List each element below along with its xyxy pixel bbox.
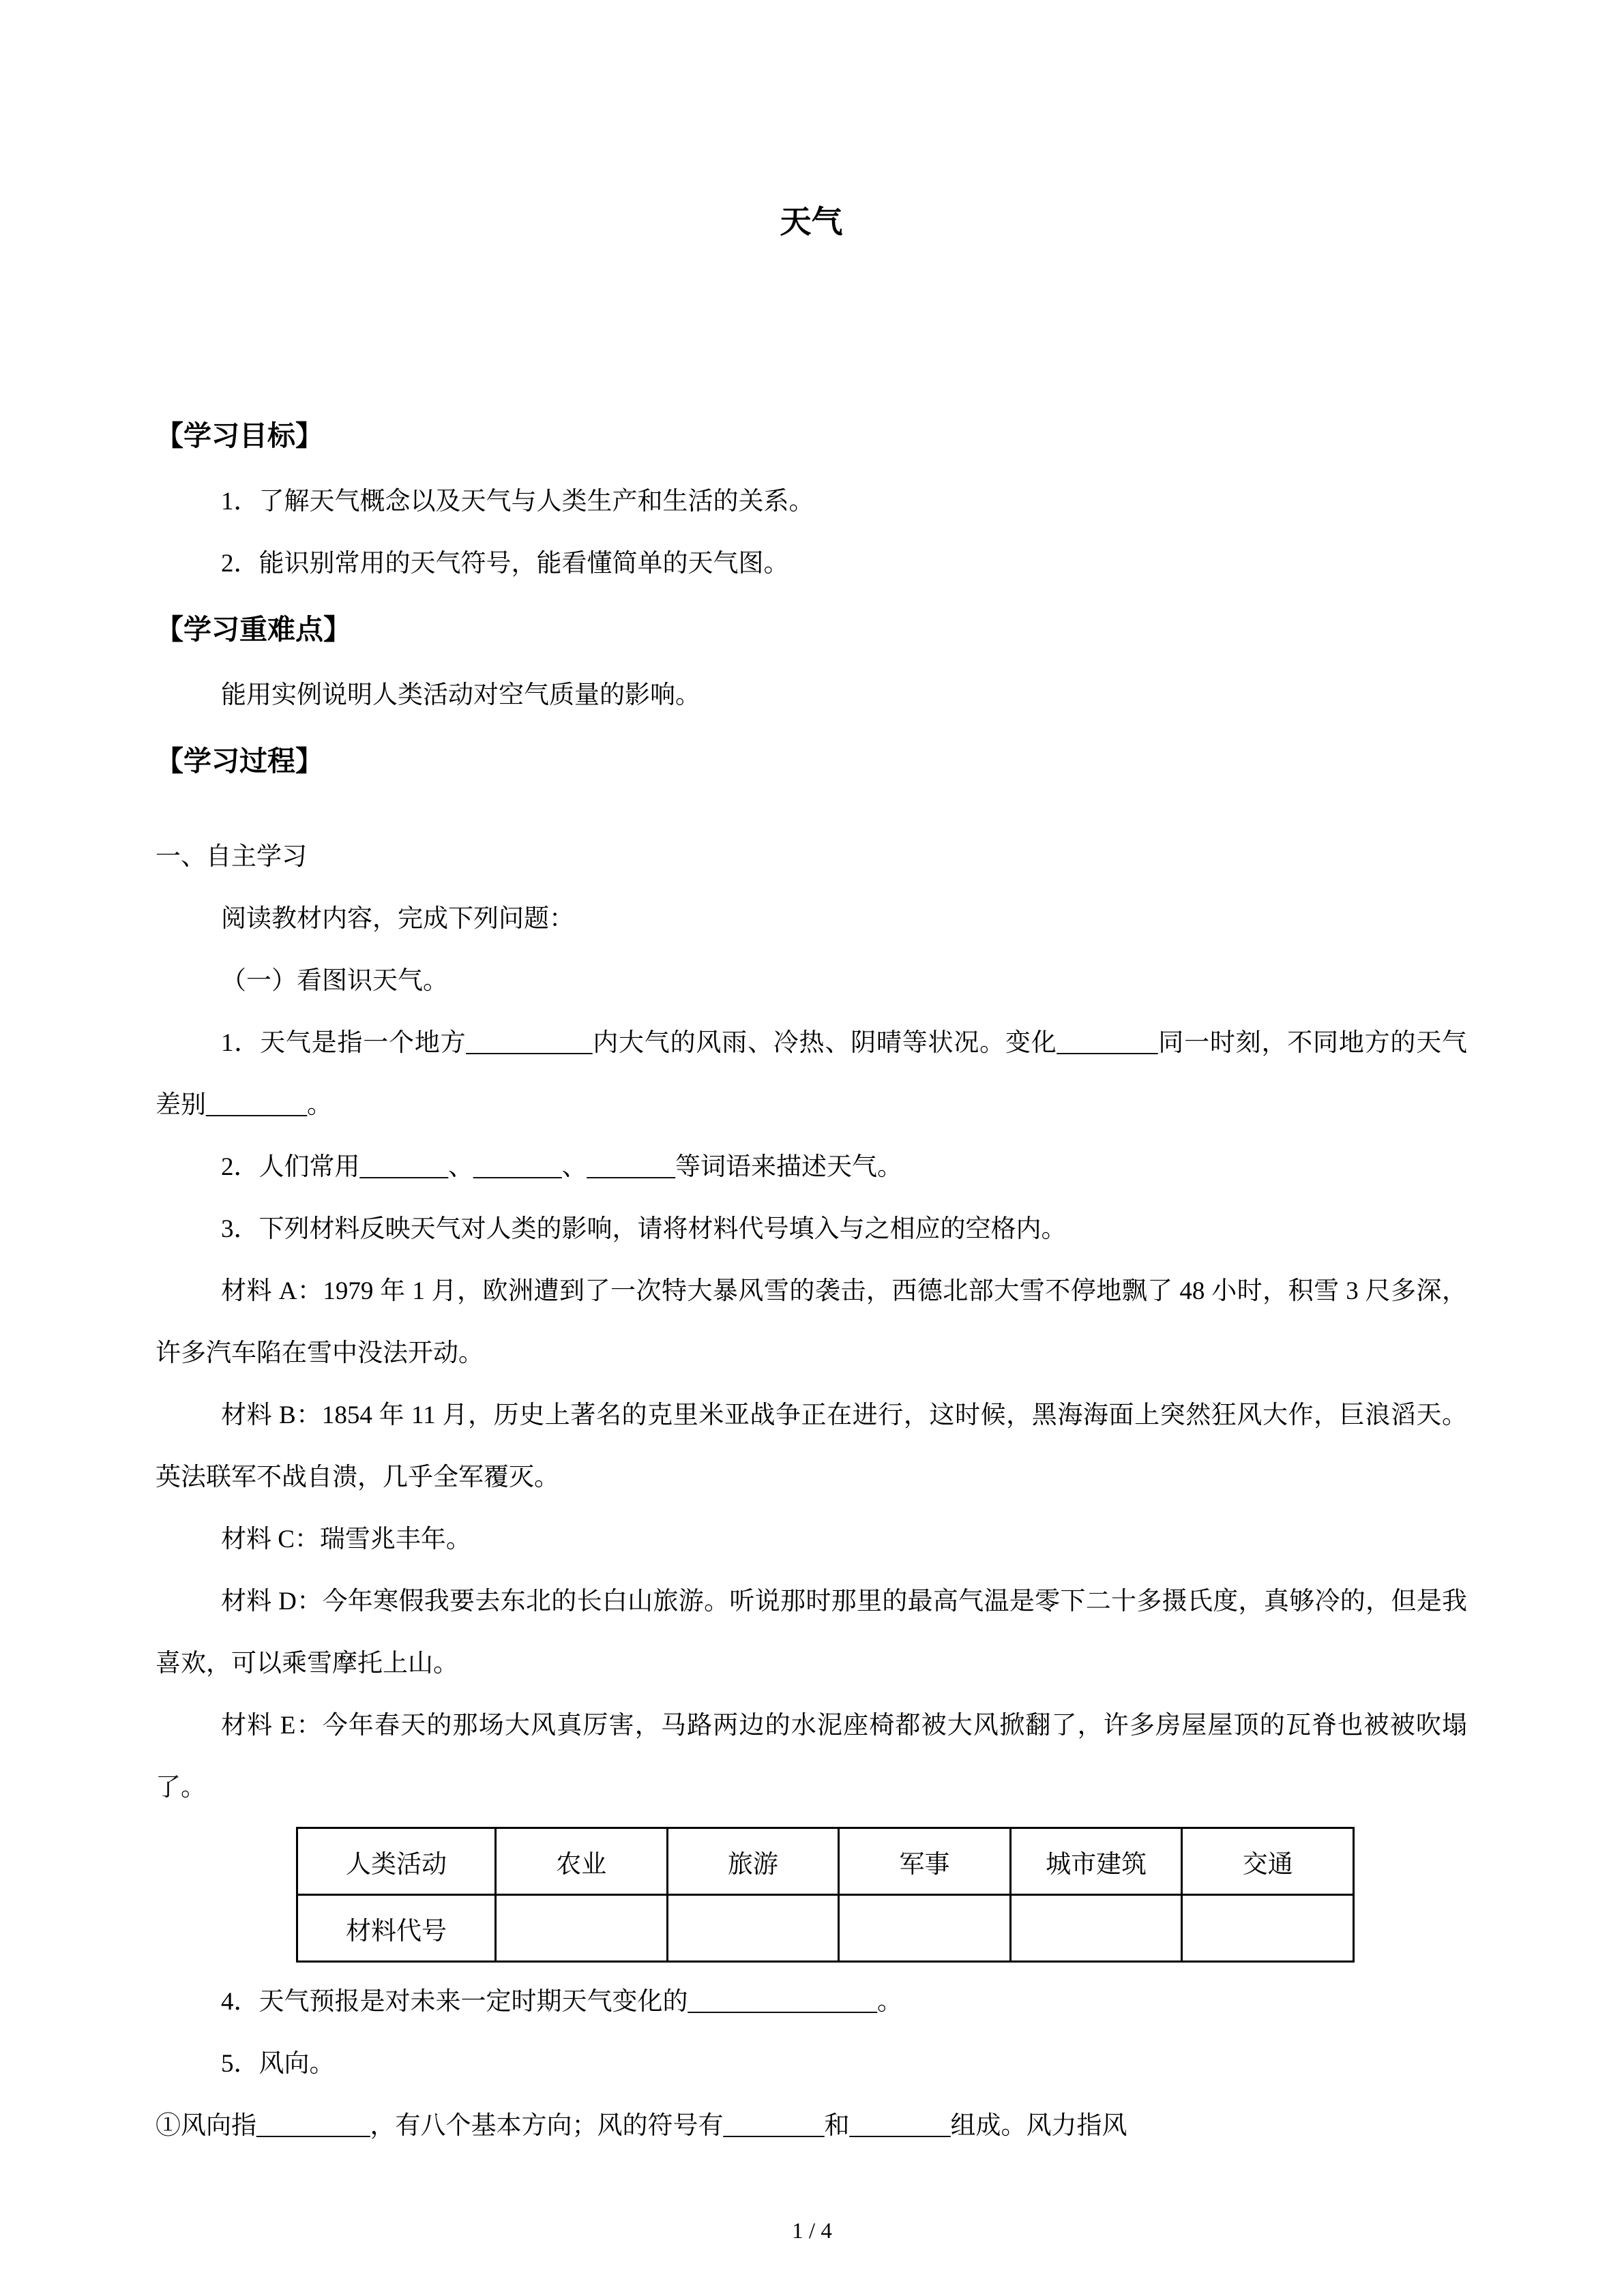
table-cell-answer-3 bbox=[839, 1895, 1011, 1962]
material-e-text: 材料 E：今年春天的那场大风真厉害，马路两边的水泥座椅都被大风掀翻了，许多房屋屋顶的瓦脊也被被吹塌了。 bbox=[156, 1712, 1467, 1802]
material-b-text: 材料 B：1854 年 11 月，历史上著名的克里米亚战争正在进行，这时候，黑海海面上突然狂风大作，巨浪滔天。英法联军不战自溃，几乎全军覆灭。 bbox=[156, 1401, 1467, 1491]
table-cell-military: 军事 bbox=[839, 1828, 1011, 1895]
table-row-header bbox=[297, 1828, 1354, 1895]
table-cell-construction: 城市建筑 bbox=[1010, 1828, 1182, 1895]
table-cell-activity-label: 人类活动 bbox=[297, 1828, 496, 1895]
table-cell-code-label: 材料代号 bbox=[297, 1895, 496, 1962]
heading-key-points: 【学习重难点】 bbox=[156, 614, 351, 645]
page-number: 1 / 4 bbox=[792, 2219, 832, 2243]
question-1: 1．天气是指一个地方__________内大气的风雨、冷热、阴晴等状况。变化________同一时刻，不同地方的天气差别________。 bbox=[156, 1029, 1467, 1119]
question-2: 2．人们常用_______、_______、_______等词语来描述天气。 bbox=[221, 1153, 902, 1181]
key-point-text: 能用实例说明人类活动对空气质量的影响。 bbox=[221, 681, 700, 709]
table-cell-answer-5 bbox=[1182, 1895, 1354, 1962]
table-cell-agriculture: 农业 bbox=[496, 1828, 668, 1895]
material-c-text: 材料 C：瑞雪兆丰年。 bbox=[221, 1525, 471, 1553]
activity-fill-table bbox=[296, 1827, 1355, 1963]
material-a-text: 材料 A：1979 年 1 月，欧洲遭到了一次特大暴风雪的袭击，西德北部大雪不停地飘了 48 小时，积雪 3 尺多深，许多汽车陷在雪中没法开动。 bbox=[156, 1277, 1467, 1367]
table-cell-traffic: 交通 bbox=[1182, 1828, 1354, 1895]
question-4: 4．天气预报是对未来一定时期天气变化的_______________。 bbox=[221, 1988, 902, 2016]
objective-item-1: 1．了解天气概念以及天气与人类生产和生活的关系。 bbox=[221, 488, 814, 516]
table-cell-answer-4 bbox=[1010, 1895, 1182, 1962]
document-title: 天气 bbox=[780, 205, 843, 239]
question-5: 5．风向。 bbox=[221, 2050, 335, 2078]
objective-item-2: 2．能识别常用的天气符号，能看懂简单的天气图。 bbox=[221, 550, 789, 578]
table-row-answers bbox=[297, 1895, 1354, 1962]
subsection-1-title: （一）看图识天气。 bbox=[221, 967, 448, 995]
table-cell-tourism: 旅游 bbox=[667, 1828, 839, 1895]
question-5-detail: ①风向指_________，有八个基本方向；风的符号有________和________组成。风力指风 bbox=[156, 2112, 1127, 2140]
heading-learning-process: 【学习过程】 bbox=[156, 745, 323, 777]
table-cell-answer-1 bbox=[496, 1895, 668, 1962]
table-cell-answer-2 bbox=[667, 1895, 839, 1962]
part-1-title: 一、自主学习 bbox=[156, 843, 307, 871]
question-3: 3．下列材料反映天气对人类的影响，请将材料代号填入与之相应的空格内。 bbox=[221, 1215, 1067, 1243]
material-d-text: 材料 D：今年寒假我要去东北的长白山旅游。听说那时那里的最高气温是零下二十多摄氏度，真够冷的，但是我喜欢，可以乘雪摩托上山。 bbox=[156, 1587, 1467, 1678]
part-1-intro: 阅读教材内容，完成下列问题： bbox=[221, 905, 574, 933]
heading-learning-objectives: 【学习目标】 bbox=[156, 420, 323, 451]
